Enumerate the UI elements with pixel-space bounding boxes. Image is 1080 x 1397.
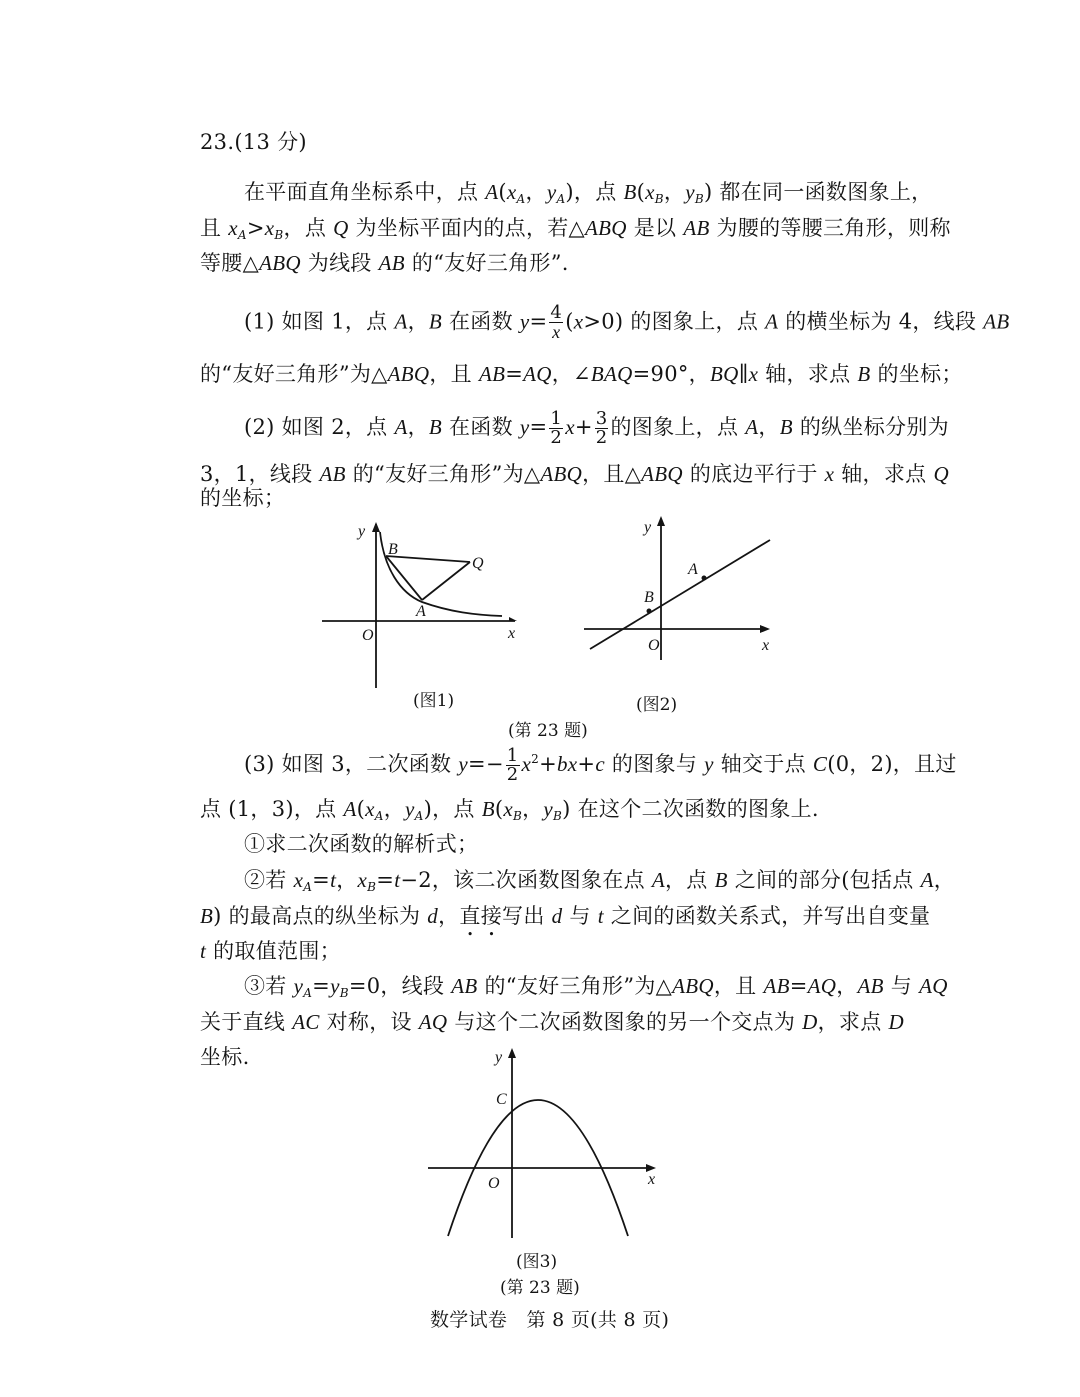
svg-text:O: O	[648, 637, 660, 654]
group-caption-2: (第 23 题)	[500, 1278, 580, 1298]
svg-text:x: x	[508, 625, 516, 642]
part2-line-1: (2) 如图 2，点 A，B 在函数 y= $\frac{1}{2}$ x+ $\frac{3}{2}$ 的图象上，点 A，B 的纵坐标分别为	[244, 408, 949, 448]
part3-sub3-line-2: 关于直线 AC 对称，设 AQ 与这个二次函数图象的另一个交点为 D，求点 D	[200, 1010, 904, 1034]
intro-line-3: 等腰△ABQ 为线段 AB 的“友好三角形”.	[200, 251, 569, 275]
svg-text:Q: Q	[472, 555, 484, 572]
segment-bq	[386, 556, 470, 562]
svg-text:x: x	[762, 637, 770, 654]
intro-line-1: 在平面直角坐标系中，点 $A(x_A$，$y_A$)，点 $B(x_B$，$y_B$) 都在同一函数图象上，	[244, 180, 933, 206]
intro-line-2: 且 $x_A>x_B$，点 Q 为坐标平面内的点，若△ABQ 是以 AB 为腰的等腰三角形，则称	[200, 216, 951, 242]
part2-line-2: 3，1，线段 AB 的“友好三角形”为△ABQ，且△ABQ 的底边平行于 x 轴，求点 Q	[200, 462, 949, 486]
svg-text:O: O	[362, 627, 374, 644]
figure-2-graph	[580, 512, 780, 662]
segment-ab	[386, 556, 422, 600]
part1-line-2: 的“友好三角形”为△ABQ，且 AB=AQ，∠BAQ=90°，BQ∥x 轴，求点 B 的坐标；	[200, 362, 963, 386]
segment-aq	[422, 562, 470, 600]
question-number: 23.	[200, 130, 235, 154]
part3-sub3-line-1: ③若 $y_A=y_B=0$，线段 AB 的“友好三角形”为△ABQ，且 AB=AQ，AB 与 AQ	[244, 974, 948, 1000]
svg-text:y: y	[495, 1049, 503, 1066]
svg-text:C: C	[496, 1091, 507, 1108]
svg-text:A: A	[416, 603, 426, 620]
line-graph	[590, 540, 770, 649]
hyperbola-curve	[380, 532, 502, 616]
question-score: (13 分)	[234, 130, 307, 154]
part3-sub3-line-3: 坐标.	[200, 1045, 250, 1069]
figure-3-caption: (图3)	[516, 1252, 558, 1272]
svg-text:O: O	[488, 1175, 500, 1192]
part1-line-1: (1) 如图 1，点 A，B 在函数 y= $\frac{4}{x}$ (x>0) 的图象上，点 A 的横坐标为 4，线段 AB	[244, 302, 1010, 342]
figure-1-graph	[310, 518, 530, 698]
figure-2-caption: (图2)	[636, 695, 678, 715]
question-header	[200, 128, 307, 156]
figure-3-graph	[420, 1040, 670, 1240]
part2-line-3: 的坐标；	[200, 486, 286, 510]
part3-line-1: (3) 如图 3，二次函数 y=− $\frac{1}{2}$ $x^2+bx+c$ 的图象与 y 轴交于点 C(0，2)，且过	[244, 745, 957, 785]
svg-text:y: y	[644, 519, 652, 536]
part3-sub2-line-3: t 的取值范围；	[200, 939, 341, 963]
svg-text:B: B	[644, 589, 654, 606]
part3-line-2: 点 (1，3)，点 $A(x_A$，$y_A$)，点 $B(x_B$，$y_B$) 在这个二次函数的图象上.	[200, 797, 819, 823]
svg-text:B: B	[388, 541, 398, 558]
part3-sub1: ①求二次函数的解析式；	[244, 832, 479, 856]
part3-sub2-line-2: B) 的最高点的纵坐标为 d，直接写出 d 与 t 之间的函数关系式，并写出自变量	[200, 904, 931, 928]
group-caption-1: (第 23 题)	[508, 721, 588, 741]
svg-text:x: x	[648, 1171, 656, 1188]
part3-sub2-line-1: ②若 $x_A=t$，$x_B=t-2$，该二次函数图象在点 A，点 B 之间的部分(包括点 A，	[244, 868, 956, 894]
svg-text:A: A	[688, 561, 698, 578]
page-footer: 数学试卷 第 8 页(共 8 页)	[430, 1309, 670, 1331]
figure-1-caption: (图1)	[413, 691, 455, 711]
svg-text:y: y	[358, 523, 366, 540]
